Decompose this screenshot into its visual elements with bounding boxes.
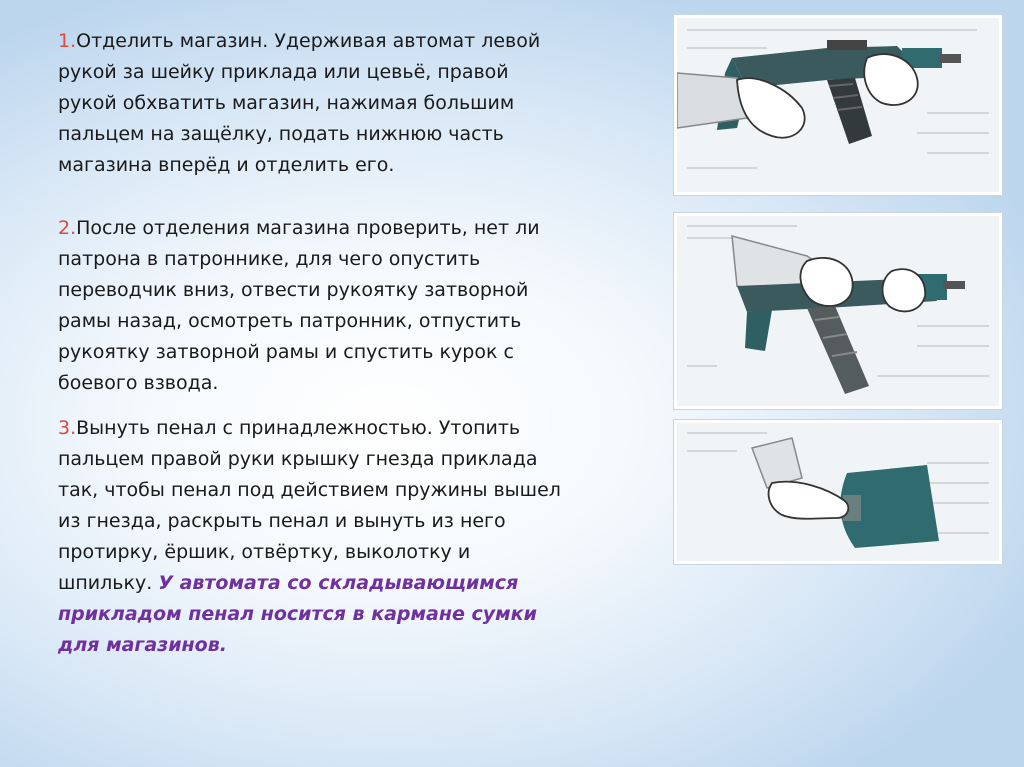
step-3-line-5: протирку, ёршик, отвёртку, выколотку и — [58, 541, 471, 563]
rifle-hands-image-2 — [677, 216, 999, 406]
step-2-line-1 — [58, 213, 540, 244]
step-1-number: 1. — [58, 30, 77, 52]
step-1-paragraph — [58, 26, 540, 181]
step-2-number: 2. — [58, 217, 77, 239]
step-3-line-6 — [58, 568, 561, 599]
step-2-line-6: боевого взвода. — [58, 372, 219, 394]
step-3-line-1 — [58, 413, 561, 444]
step-2-line-5: рукоятку затворной рамы и спустить курок с — [58, 341, 514, 363]
step-3-line-2: пальцем правой руки крышку гнезда приклада — [58, 448, 538, 470]
step-3-note-line-1: прикладом пенал носится в кармане сумки — [58, 603, 537, 625]
step-1-line-1 — [58, 26, 540, 57]
step-1-text-1: Отделить магазин. Удерживая автомат левой — [76, 30, 541, 52]
step-1-line-2: рукой за шейку приклада или цевьё, правой — [58, 61, 509, 83]
illustration-case-removal — [674, 420, 1002, 564]
step-3-line-4: из гнезда, раскрыть пенал и вынуть из него — [58, 510, 506, 532]
illustration-chamber-check — [674, 213, 1002, 409]
step-3-paragraph — [58, 413, 561, 661]
step-2-line-2: патрона в патроннике, для чего опустить — [58, 248, 481, 270]
step-3-line-3: так, чтобы пенал под действием пружины вышел — [58, 479, 561, 501]
rifle-hands-image-1 — [677, 18, 999, 192]
step-1-line-5: магазина вперёд и отделить его. — [58, 154, 395, 176]
step-3-text-1: Вынуть пенал с принадлежностью. Утопить — [76, 417, 521, 439]
step-1-line-4: пальцем на защёлку, подать нижнюю часть — [58, 123, 504, 145]
step-2-paragraph — [58, 213, 540, 399]
step-3-number: 3. — [58, 417, 77, 439]
step-2-line-3: переводчик вниз, отвести рукоятку затворной — [58, 279, 529, 301]
step-2-line-4: рамы назад, осмотреть патронник, отпустить — [58, 310, 522, 332]
step-2-text-1: После отделения магазина проверить, нет ли — [76, 217, 540, 239]
step-3-text-6: шпильку. — [58, 572, 159, 594]
step-1-line-3: рукой обхватить магазин, нажимая большим — [58, 92, 515, 114]
step-3-note-line-2: для магазинов. — [58, 634, 227, 656]
stock-hand-image-3 — [677, 423, 999, 561]
illustration-magazine-removal — [674, 15, 1002, 195]
step-3-note-start: У автомата со складывающимся — [158, 572, 519, 594]
